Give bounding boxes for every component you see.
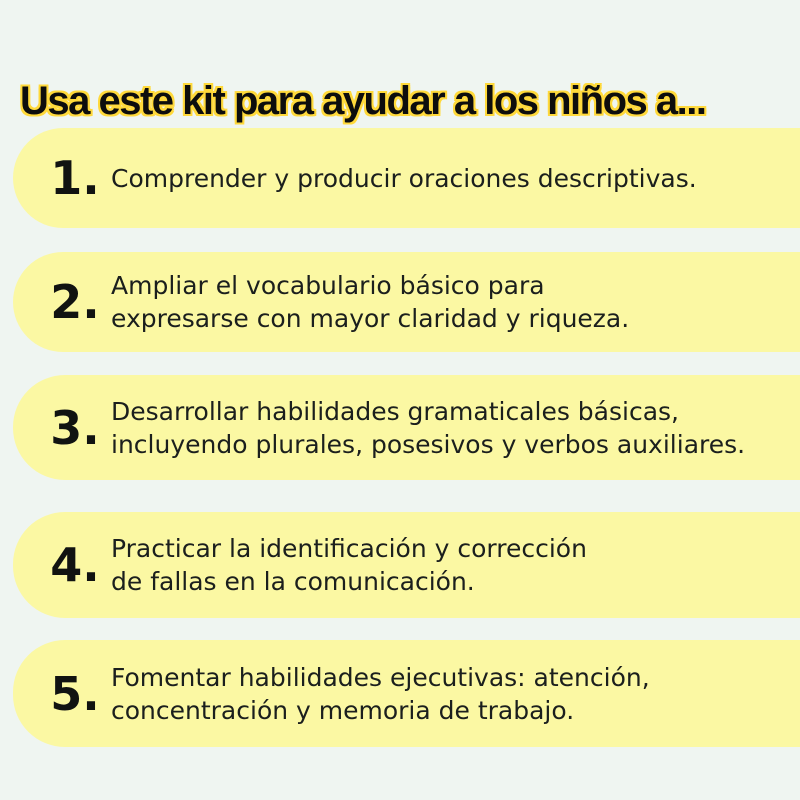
goal-5-line-1: Fomentar habilidades ejecutivas: atención, bbox=[111, 662, 650, 692]
goal-number-4: 4. bbox=[50, 538, 100, 592]
goal-4-line-1: Practicar la identificación y corrección bbox=[111, 534, 587, 563]
goal-card-4 bbox=[13, 512, 800, 618]
page-title: Usa este kit para ayudar a los niños a... bbox=[20, 78, 706, 123]
goal-card-3 bbox=[13, 375, 800, 480]
goal-text-4 bbox=[111, 532, 587, 598]
goal-3-line-2: incluyendo plurales, posesivos y verbos auxiliares. bbox=[111, 429, 746, 459]
goal-card-2 bbox=[13, 252, 800, 352]
goal-2-line-1: Ampliar el vocabulario básico para bbox=[111, 271, 545, 300]
goal-text-5 bbox=[111, 661, 650, 727]
goal-1-line-1: Comprender y producir oraciones descriptivas. bbox=[111, 163, 697, 193]
goal-card-5 bbox=[13, 640, 800, 747]
goal-2-line-2: expresarse con mayor claridad y riqueza. bbox=[111, 304, 630, 333]
goal-4-line-2: de fallas en la comunicación. bbox=[111, 567, 475, 596]
goal-text-2 bbox=[111, 269, 629, 335]
goal-number-2: 2. bbox=[50, 275, 100, 329]
goal-3-line-1: Desarrollar habilidades gramaticales básicas, bbox=[111, 396, 680, 426]
goal-number-3: 3. bbox=[50, 400, 100, 455]
goal-5-line-2: concentración y memoria de trabajo. bbox=[111, 695, 575, 725]
goal-number-5: 5. bbox=[50, 666, 100, 721]
goal-text-3 bbox=[111, 395, 745, 461]
goal-number-1: 1. bbox=[50, 151, 100, 205]
goal-card-1 bbox=[13, 128, 800, 228]
goal-text-1 bbox=[111, 162, 697, 195]
